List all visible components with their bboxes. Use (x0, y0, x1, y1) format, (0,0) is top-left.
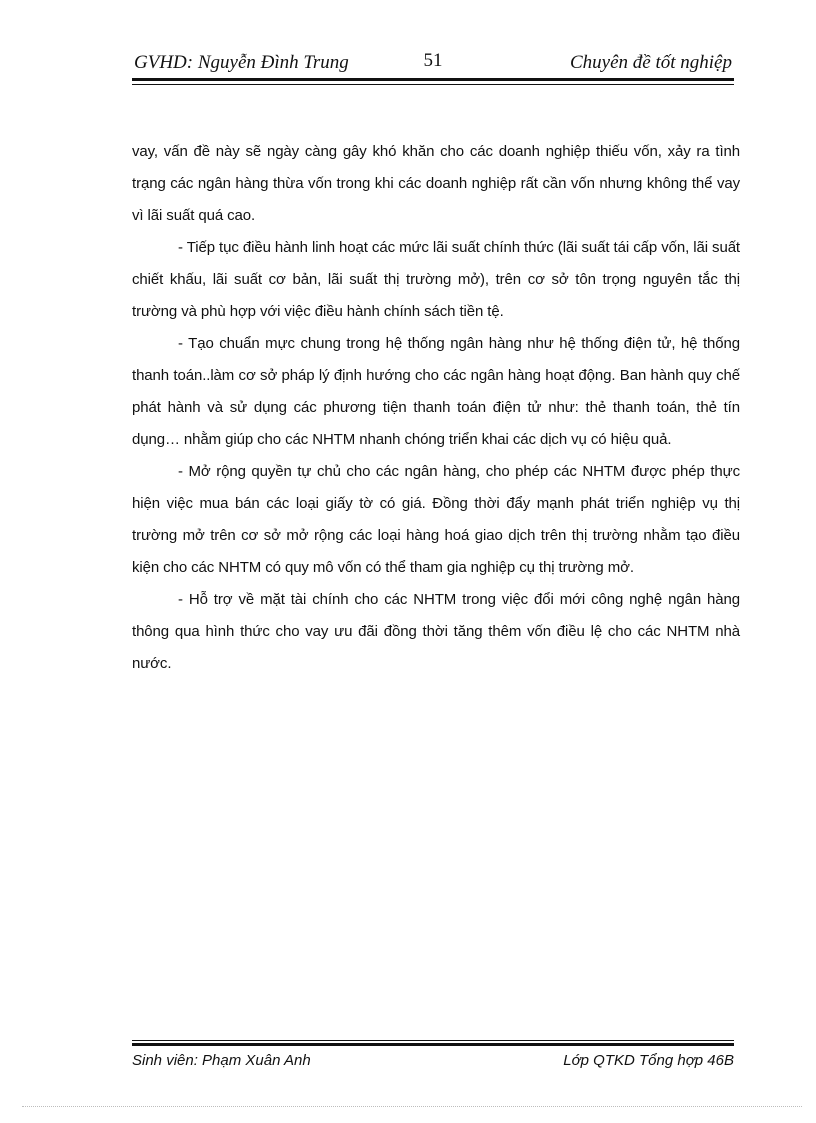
footer-rule-thin (132, 1040, 734, 1041)
page-footer (132, 1048, 734, 1074)
header-rule-thick (132, 78, 734, 81)
page-number: 51 (423, 50, 443, 71)
paragraph-financial-support: - Hỗ trợ về mặt tài chính cho các NHTM trong việc đổi mới công nghệ ngân hàng thông qua hình thức cho vay ưu đãi đồng thời tăng thêm vốn điều lệ cho các NHTM nhà nước. (132, 591, 740, 672)
paragraph-interest-rates: - Tiếp tục điều hành linh hoạt các mức lãi suất chính thức (lãi suất tái cấp vốn, lãi suất chiết khấu, lãi suất cơ bản, lãi suất thị trường mở), trên cơ sở tôn trọng nguyên tắc thị trường và phù hợp với việc điều hành chính sách tiền tệ. (132, 239, 740, 320)
paragraph-standards: - Tạo chuẩn mực chung trong hệ thống ngân hàng như hệ thống điện tử, hệ thống thanh toán..làm cơ sở pháp lý định hướng cho các ngân hàng hoạt động. Ban hành quy chế phát hành và sử dụng các phương tiện thanh toán điện tử như: thẻ thanh toán, thẻ tín dụng… nhằm giúp cho các NHTM nhanh chóng triển khai các dịch vụ có hiệu quả. (132, 335, 740, 448)
paragraph-autonomy: - Mở rộng quyền tự chủ cho các ngân hàng, cho phép các NHTM được phép thực hiện việc mua bán các loại giấy tờ có giá. Đồng thời đẩy mạnh phát triển nghiệp vụ thị trường mở trên cơ sở mở rộng các loại hàng hoá giao dịch trên thị trường nhằm tạo điều kiện cho các NHTM có quy mô vốn có thể tham gia nghiệp cụ thị trường mở. (132, 463, 740, 576)
header-title: Chuyên đề tốt nghiệp (570, 52, 732, 73)
page-header (132, 50, 734, 78)
footer-rule-thick (132, 1043, 734, 1046)
footer-class: Lớp QTKD Tổng hợp 46B (563, 1052, 734, 1069)
body-text (132, 136, 740, 680)
paragraph-continuation: vay, vấn đề này sẽ ngày càng gây khó khăn cho các doanh nghiệp thiếu vốn, xảy ra tình trạng các ngân hàng thừa vốn trong khi các doanh nghiệp rất cần vốn nhưng không thể vay vì lãi suất quá cao. (132, 143, 740, 224)
footer-student: Sinh viên: Phạm Xuân Anh (132, 1052, 311, 1069)
header-supervisor: GVHD: Nguyễn Đình Trung (134, 52, 349, 73)
header-rule-thin (132, 84, 734, 85)
page-edge-dotted-line (22, 1106, 802, 1107)
